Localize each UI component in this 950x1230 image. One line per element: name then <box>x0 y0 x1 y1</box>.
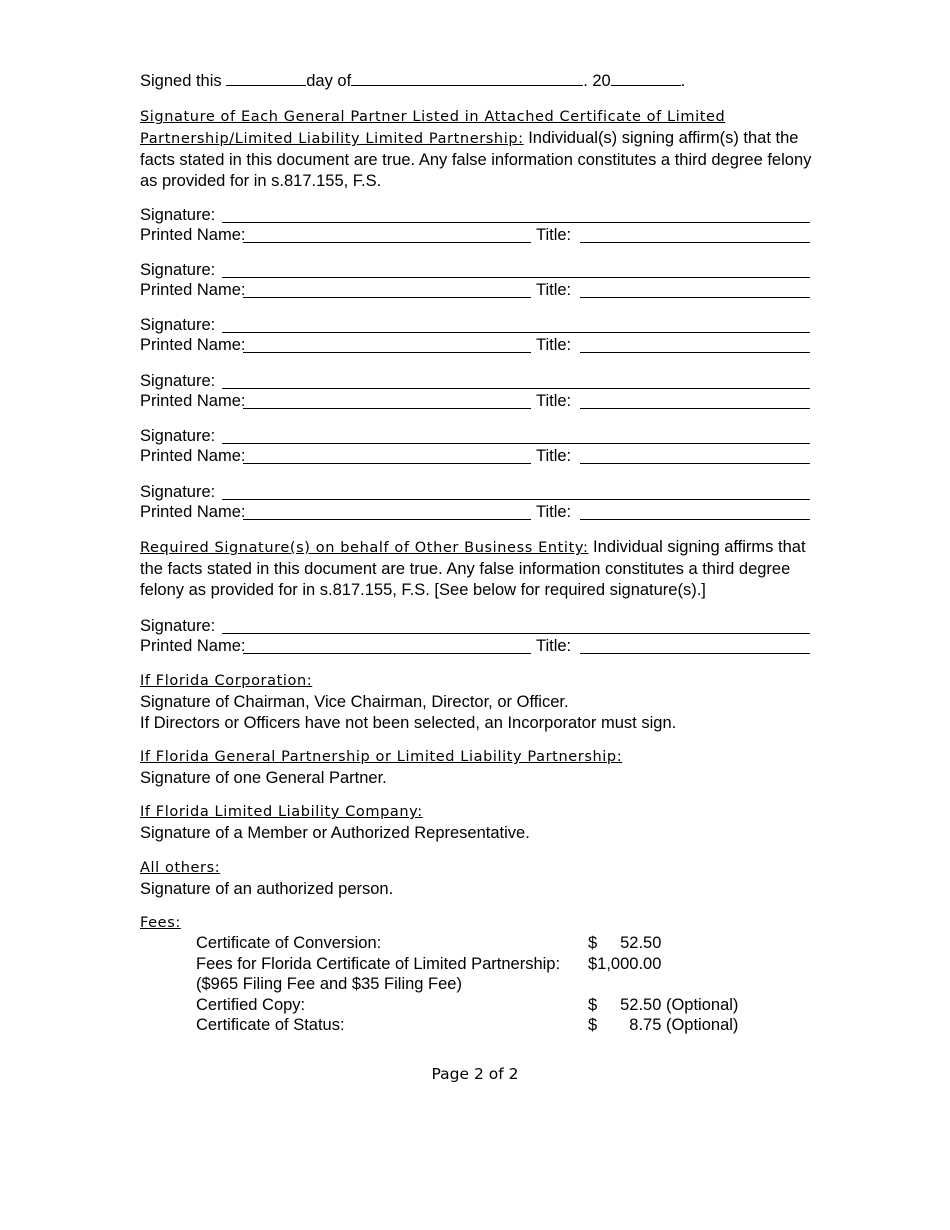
partners-affirmation <box>140 106 812 192</box>
partner-signature-block <box>140 371 810 411</box>
title-line[interactable] <box>580 519 810 520</box>
signature-label: Signature: <box>140 372 216 390</box>
title-line[interactable] <box>580 463 810 464</box>
year-prefix: . 20 <box>583 72 611 90</box>
fee-row <box>196 1015 816 1036</box>
printed-name-line[interactable] <box>243 297 531 298</box>
fees-section <box>140 913 812 934</box>
other-entity-text: Individual signing affirms that the facts stated in this document are true. Any false information constitutes a third degree felony as provided for in s.817.155, F.S. [See below for required signature(s).] <box>140 538 806 599</box>
printed-name-label: Printed Name: <box>140 336 246 354</box>
requirement-all-others <box>140 858 812 900</box>
signature-label: Signature: <box>140 483 216 501</box>
title-label: Title: <box>536 447 572 465</box>
printed-name-line[interactable] <box>243 242 531 243</box>
title-line[interactable] <box>580 297 810 298</box>
page-number: Page 2 of 2 <box>431 1065 519 1083</box>
signed-prefix: Signed this <box>140 72 222 90</box>
signature-label: Signature: <box>140 206 216 224</box>
fee-row <box>196 933 816 954</box>
title-line[interactable] <box>580 653 810 654</box>
day-blank[interactable] <box>226 70 306 86</box>
title-line[interactable] <box>580 242 810 243</box>
requirement-heading: All others: <box>140 860 221 876</box>
requirement-line: If Directors or Officers have not been selected, an Incorporator must sign. <box>140 714 677 732</box>
requirement-florida-corporation <box>140 671 812 734</box>
fee-label: Certified Copy: <box>196 995 306 1014</box>
printed-name-label: Printed Name: <box>140 392 246 410</box>
requirement-line: Signature of one General Partner. <box>140 769 387 787</box>
day-of-label: day of <box>306 72 352 90</box>
other-entity-heading: Required Signature(s) on behalf of Other Business Entity: <box>140 540 589 556</box>
partner-signature-block <box>140 426 810 466</box>
partners-heading: Signature of Each General Partner Listed in Attached Certificate of Limited Partnership/Limited Liability Limited Partnership: <box>140 109 726 147</box>
title-label: Title: <box>536 281 572 299</box>
printed-name-line[interactable] <box>243 519 531 520</box>
printed-name-label: Printed Name: <box>140 503 246 521</box>
partner-signature-block <box>140 482 810 522</box>
printed-name-line[interactable] <box>243 352 531 353</box>
fee-amount: $ 52.50 <box>588 934 662 952</box>
signature-line[interactable] <box>222 277 810 278</box>
title-label: Title: <box>536 392 572 410</box>
fee-row <box>196 954 816 975</box>
signature-line[interactable] <box>222 443 810 444</box>
fee-row <box>196 974 816 995</box>
requirement-heading: If Florida Limited Liability Company: <box>140 804 423 820</box>
signature-label: Signature: <box>140 617 216 635</box>
title-label: Title: <box>536 226 572 244</box>
partner-signature-block <box>140 315 810 355</box>
signed-date-line <box>140 70 685 92</box>
printed-name-label: Printed Name: <box>140 226 246 244</box>
requirement-line: Signature of a Member or Authorized Representative. <box>140 824 530 842</box>
printed-name-line[interactable] <box>243 463 531 464</box>
partner-signature-block <box>140 260 810 300</box>
title-line[interactable] <box>580 408 810 409</box>
signature-line[interactable] <box>222 332 810 333</box>
fees-table <box>196 933 816 1036</box>
printed-name-label: Printed Name: <box>140 447 246 465</box>
other-entity-affirmation <box>140 537 812 601</box>
requirement-line: Signature of an authorized person. <box>140 880 394 898</box>
requirement-llc <box>140 802 812 844</box>
title-label: Title: <box>536 336 572 354</box>
fee-row <box>196 995 816 1016</box>
signed-suffix: . <box>680 72 686 90</box>
printed-name-label: Printed Name: <box>140 281 246 299</box>
requirement-line: Signature of Chairman, Vice Chairman, Director, or Officer. <box>140 693 569 711</box>
printed-name-label: Printed Name: <box>140 637 246 655</box>
fee-amount: $1,000.00 <box>588 954 662 973</box>
title-label: Title: <box>536 637 572 655</box>
partner-signature-block <box>140 205 810 245</box>
fees-heading: Fees: <box>140 915 181 931</box>
signature-line[interactable] <box>222 499 810 500</box>
signature-label: Signature: <box>140 316 216 334</box>
year-blank[interactable] <box>611 70 681 86</box>
signature-line[interactable] <box>222 222 810 223</box>
month-blank[interactable] <box>351 70 583 86</box>
fee-amount: $ 52.50 (Optional) <box>588 995 739 1014</box>
fee-label: Certificate of Conversion: <box>196 934 382 952</box>
title-line[interactable] <box>580 352 810 353</box>
printed-name-line[interactable] <box>243 408 531 409</box>
requirement-heading: If Florida General Partnership or Limited Liability Partnership: <box>140 749 623 765</box>
requirement-heading: If Florida Corporation: <box>140 673 313 689</box>
partners-text: Individual(s) signing affirm(s) that the facts stated in this document are true. Any false information constitutes a third degree felony as provided for in s.817.155, F.S. <box>140 129 812 190</box>
fee-label: Fees for Florida Certificate of Limited Partnership: <box>196 954 561 973</box>
requirement-general-partnership <box>140 747 812 789</box>
printed-name-line[interactable] <box>243 653 531 654</box>
fee-label: ($965 Filing Fee and $35 Filing Fee) <box>196 975 462 993</box>
entity-signature-block <box>140 616 810 656</box>
signature-line[interactable] <box>222 388 810 389</box>
signature-label: Signature: <box>140 427 216 445</box>
signature-label: Signature: <box>140 261 216 279</box>
fee-label: Certificate of Status: <box>196 1016 345 1034</box>
title-label: Title: <box>536 503 572 521</box>
signature-line[interactable] <box>222 633 810 634</box>
fee-amount: $ 8.75 (Optional) <box>588 1016 739 1034</box>
